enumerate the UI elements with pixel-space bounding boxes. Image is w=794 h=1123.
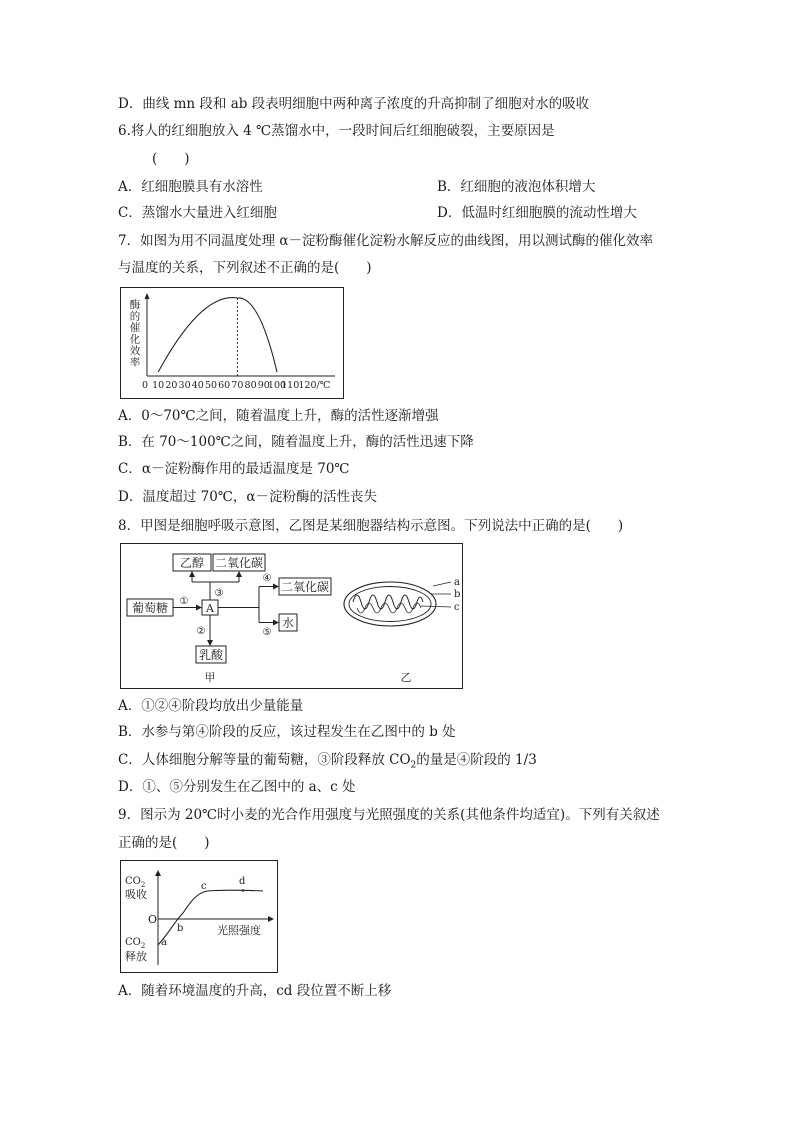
q7-option-a: A．0～70℃之间，随着温度上升，酶的活性逐渐增强 [118, 408, 439, 424]
q7-y-label-char: 催 [129, 322, 141, 334]
q7-x-tick-label: 120/℃ [298, 380, 331, 391]
q9-point-a: a [161, 937, 167, 948]
q8-label-jia: 甲 [204, 671, 216, 684]
q9-point-c: c [201, 881, 207, 892]
q8-step4-label: ④ [262, 573, 272, 584]
q9-y-top-label-1: $CO_2$ [125, 876, 146, 889]
q6-option-a: A．红细胞膜具有水溶性 [118, 179, 263, 195]
q7-y-label-char: 化 [129, 333, 141, 346]
q6-answer-blank: ( ) [152, 151, 190, 167]
q8-option-d: D．①、⑤分别发生在乙图中的 a、c 处 [118, 779, 356, 795]
q8-option-c-subscript: 2 [410, 760, 417, 771]
q6-option-d: D．低温时红细胞膜的流动性增大 [437, 205, 637, 221]
q7-option-c: C．α－淀粉酶作用的最适温度是 70℃ [118, 461, 350, 477]
q9-option-a: A．随着环境温度的升高，cd 段位置不断上移 [118, 983, 392, 999]
q7-y-label-char: 率 [129, 356, 141, 369]
q8-glucose-label: 葡萄糖 [131, 601, 169, 615]
q7-x-tick-labels [142, 380, 331, 391]
q9-point-d-dot [242, 889, 244, 891]
q6-stem: 6.将人的红细胞放入 4 ℃蒸馏水中，一段时间后红细胞破裂，主要原因是 [118, 123, 555, 139]
q8-step1-label: ① [179, 596, 189, 607]
q8-co2-right-label: 二氧化碳 [280, 580, 330, 594]
q6-option-c: C．蒸馏水大量进入红细胞 [118, 205, 277, 221]
q8-step2-label: ② [196, 626, 206, 637]
q7-activity-curve [158, 298, 277, 372]
q7-y-label-char: 的 [129, 310, 141, 323]
q7-x-tick-label: 80 [244, 380, 257, 391]
q8-stem: 8．甲图是细胞呼吸示意图，乙图是某细胞器结构示意图。下列说法中正确的是( ) [118, 518, 624, 534]
q9-point-b: b [177, 923, 184, 934]
q8-mitochondrion [344, 582, 436, 626]
q9-stem-line1: 9．图示为 20℃时小麦的光合作用强度与光照强度的关系(其他条件均适宜)。下列有关叙述 [118, 807, 660, 823]
q8-mito-label-b: b [454, 589, 461, 600]
q8-option-b: B．水参与第④阶段的反应，该过程发生在乙图中的 b 处 [118, 724, 456, 740]
q7-x-tick-label: 60 [218, 380, 231, 391]
q7-x-tick-label: 100 [267, 380, 287, 391]
q9-y-top-label-2: 吸收 [125, 888, 147, 901]
q7-enzyme-temperature-figure [120, 287, 344, 399]
q7-x-tick-label: 110 [281, 380, 300, 391]
q9-point-d: d [239, 876, 246, 887]
q8-option-c-suffix: 的量是④阶段的 1/3 [416, 752, 537, 768]
q7-y-arrow [145, 293, 150, 299]
q7-option-d: D．温度超过 70℃，α－淀粉酶的活性丧失 [118, 489, 378, 505]
q9-y-bottom-label-1: $CO_2$ [125, 937, 146, 950]
q9-photosynthesis-figure [120, 860, 278, 973]
q8-step3-label: ③ [214, 588, 224, 599]
q8-water-label: 水 [281, 616, 295, 630]
q9-y-bottom-label-2: 释放 [125, 950, 147, 963]
q5-option-d: D．曲线 mn 段和 ab 段表明细胞中两种离子浓度的升高抑制了细胞对水的吸收 [118, 96, 590, 112]
q7-option-b: B．在 70～100℃之间，随着温度上升，酶的活性迅速下降 [118, 434, 474, 450]
q7-x-tick-label: 10 [152, 380, 165, 391]
q8-option-c-prefix: C．人体细胞分解等量的葡萄糖，③阶段释放 CO [118, 752, 411, 768]
q8-option-a: A．①②④阶段均放出少量能量 [118, 698, 304, 714]
q7-x-tick-label: 40 [191, 380, 204, 391]
q8-pointer-a [433, 582, 451, 586]
q8-ethanol-label: 乙醇 [179, 556, 205, 570]
q6-option-b: B．红细胞的液泡体积增大 [437, 179, 596, 195]
q7-x-tick-label: 90 [257, 380, 270, 391]
q8-mito-label-a: a [454, 577, 460, 588]
q8-label-yi: 乙 [400, 671, 412, 684]
q8-mito-label-c: c [454, 602, 460, 613]
q7-x-tick-label: 0 [141, 380, 149, 391]
q8-node-a-label: A [206, 602, 214, 615]
q8-step5-label: ⑤ [262, 627, 272, 638]
q7-y-axis-label [130, 298, 141, 369]
q9-x-axis-label: 光照强度 [217, 924, 261, 937]
q7-x-tick-label: 50 [204, 380, 218, 391]
q9-stem-line2: 正确的是( ) [118, 835, 210, 851]
q7-y-label-char: 效 [129, 345, 141, 357]
q7-y-label-char: 酶 [129, 299, 141, 311]
q7-stem-line1: 7．如图为用不同温度处理 α－淀粉酶催化淀粉水解反应的曲线图，用以测试酶的催化效率 [118, 233, 653, 249]
q8-co2-top-label: 二氧化碳 [214, 556, 264, 570]
q8-respiration-figure [120, 543, 463, 689]
q7-stem-line2: 与温度的关系，下列叙述不正确的是( ) [118, 260, 372, 276]
q7-x-tick-label: 30 [178, 380, 191, 391]
q9-origin-label: O [148, 913, 158, 926]
q8-option-c [118, 750, 537, 776]
q8-lactic-acid-label: 乳酸 [198, 648, 224, 662]
q7-x-tick-label: 20 [165, 380, 178, 391]
q7-x-tick-label: 70 [231, 380, 244, 391]
